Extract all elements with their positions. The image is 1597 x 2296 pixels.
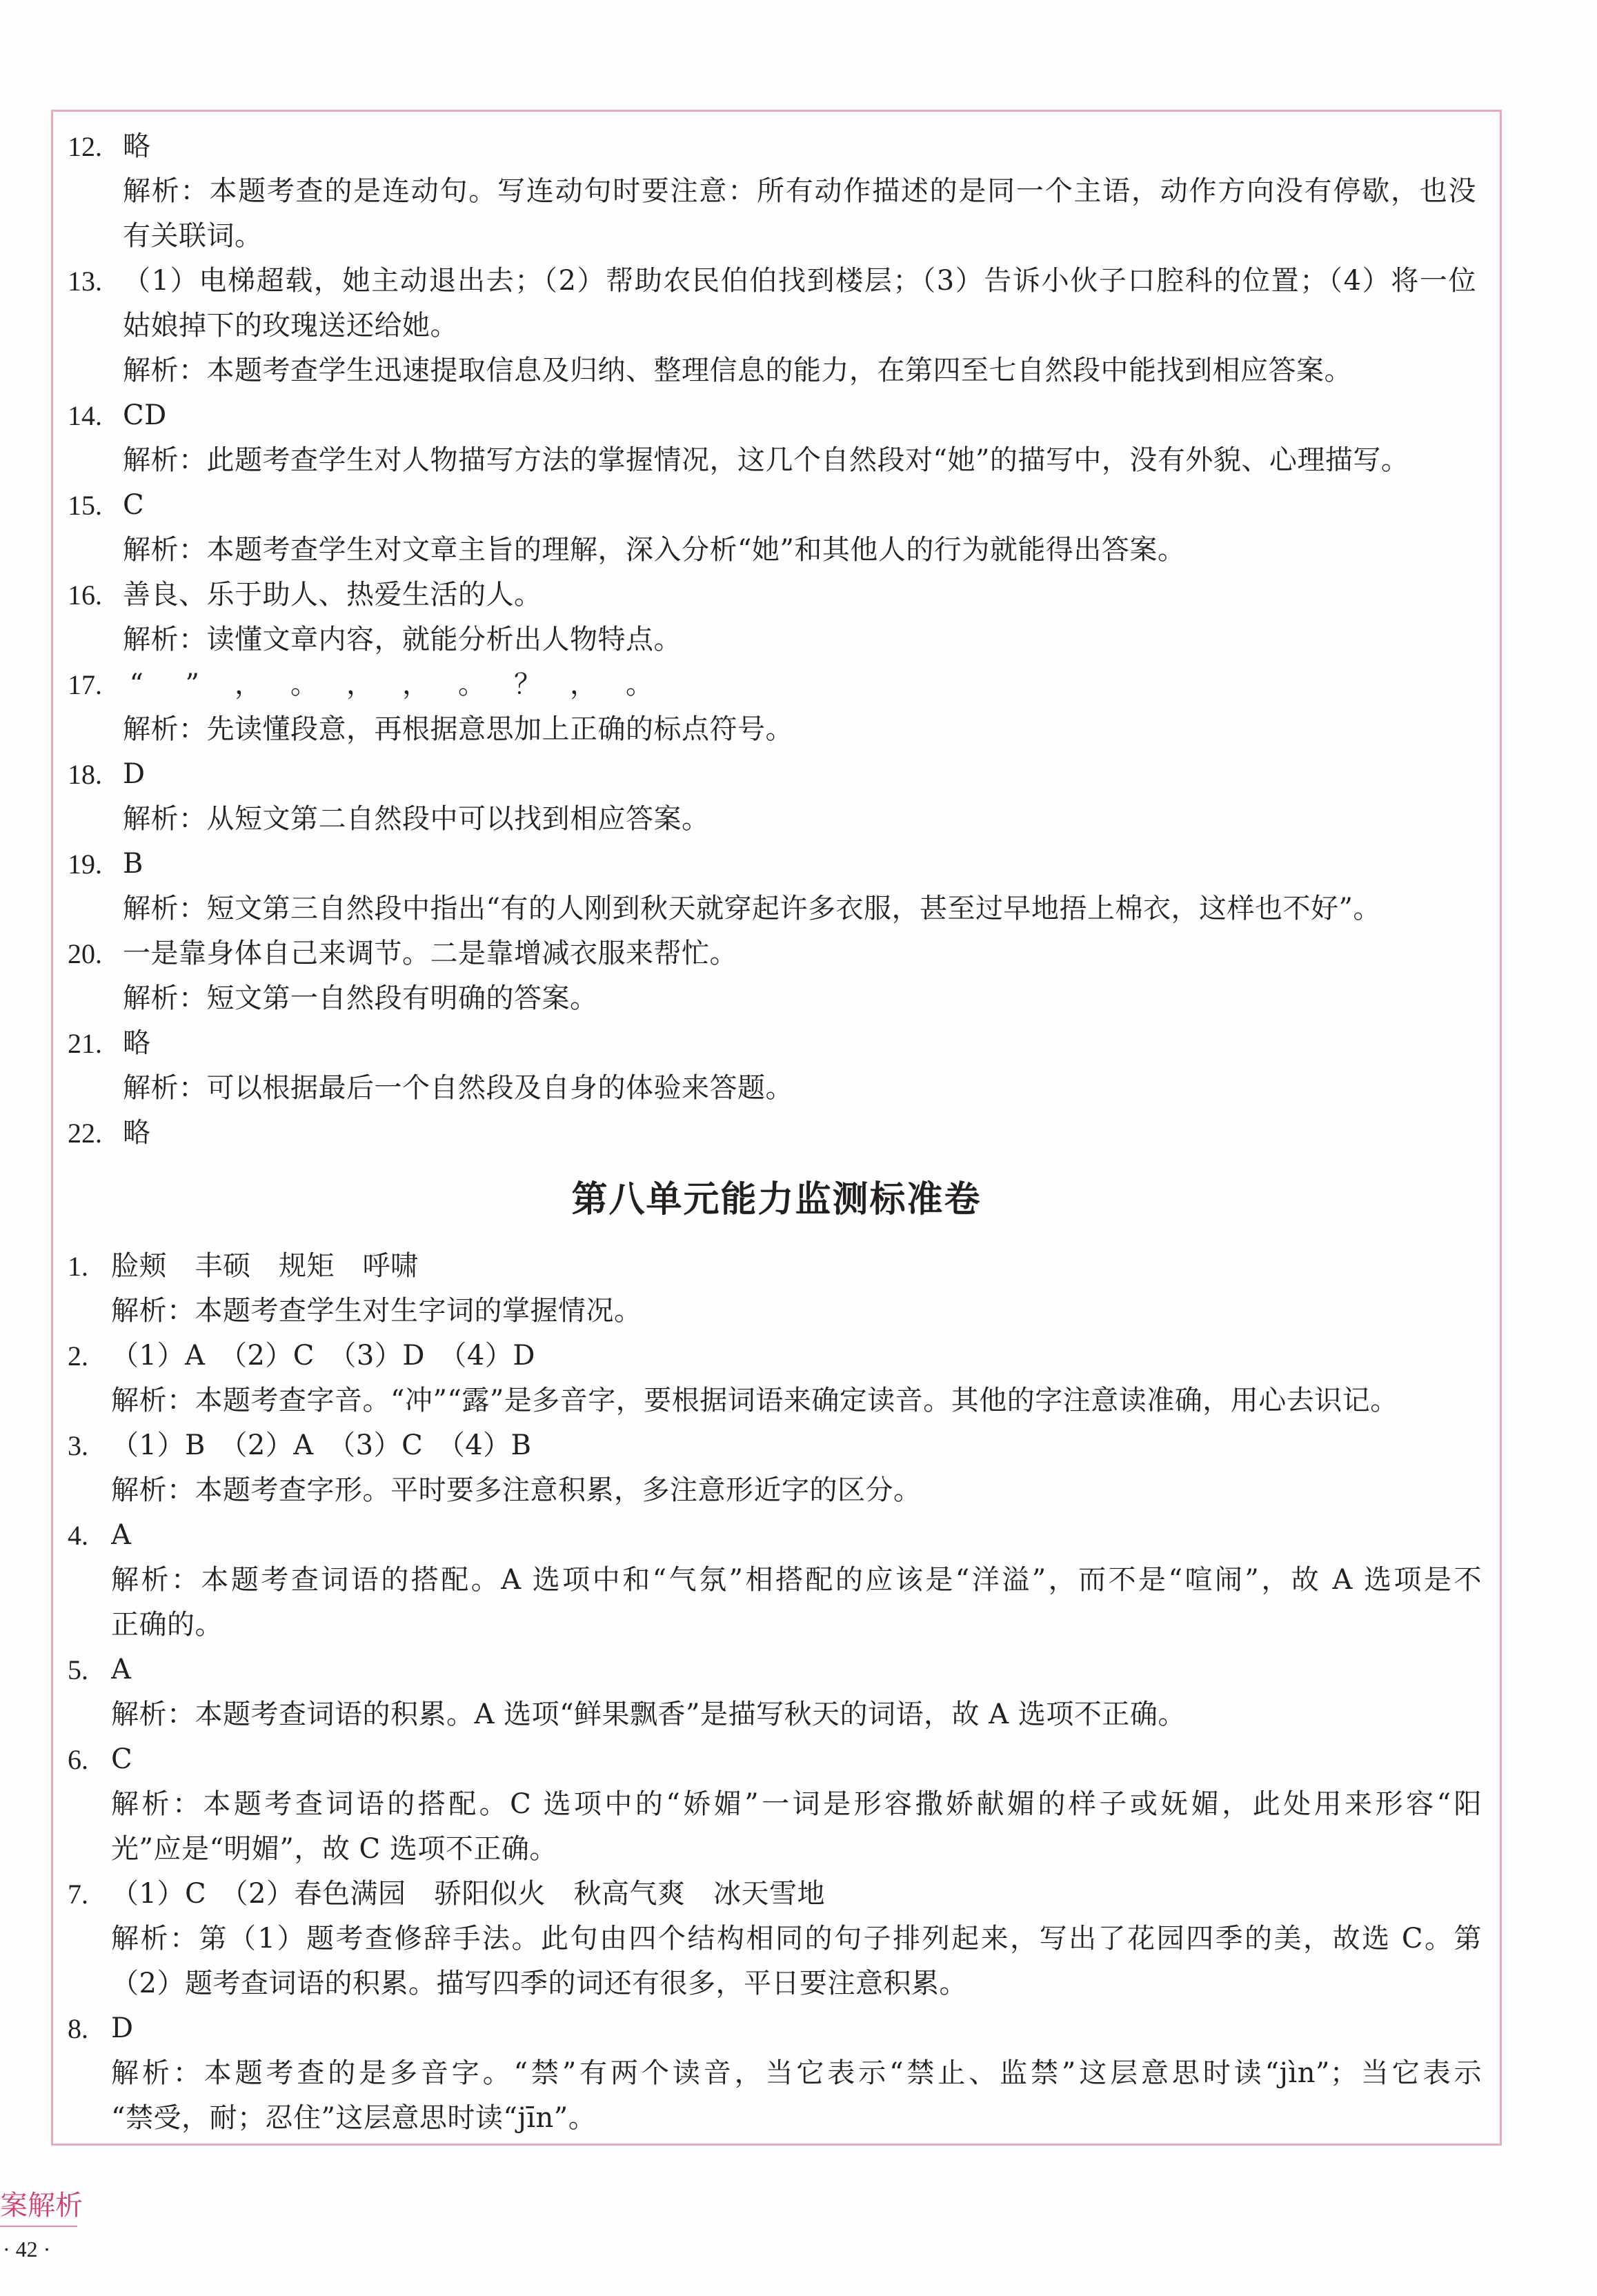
item-number: 2. xyxy=(68,1340,88,1372)
answer-line: C xyxy=(123,489,145,521)
analysis-line: “禁受，耐；忍住”这层意思时读“jīn”。 xyxy=(111,2102,597,2134)
text-row xyxy=(0,2051,1597,2096)
item-number: 12. xyxy=(68,131,102,162)
text-row xyxy=(0,2096,1597,2141)
answer-line: 姑娘掉下的玫瑰送还给她。 xyxy=(123,310,458,342)
section-title: 第八单元能力监测标准卷 xyxy=(571,1178,982,1220)
text-row xyxy=(0,304,1597,348)
text-row xyxy=(0,1961,1597,2006)
text-row xyxy=(0,1827,1597,1872)
text-row xyxy=(0,887,1597,931)
analysis-line: 解析：可以根据最后一个自然段及自身的体验来答题。 xyxy=(123,1072,793,1104)
item-number: 8. xyxy=(68,2013,88,2044)
text-row xyxy=(0,2006,1597,2051)
text-row xyxy=(0,483,1597,528)
item-number: 15. xyxy=(68,490,102,521)
text-row xyxy=(0,1647,1597,1692)
answer-item xyxy=(0,2006,1597,2141)
analysis-line: 解析：读懂文章内容，就能分析出人物特点。 xyxy=(123,624,682,655)
text-row xyxy=(0,1513,1597,1558)
text-row xyxy=(0,662,1597,707)
analysis-line: 解析：本题考查学生对生字词的掌握情况。 xyxy=(111,1295,642,1327)
punctuation-mark: ？ xyxy=(514,669,542,700)
text-row xyxy=(0,1021,1597,1066)
text-row xyxy=(0,976,1597,1021)
punctuation-mark: 。 xyxy=(458,669,486,700)
text-row xyxy=(0,1378,1597,1423)
footer-section-label: 案解析 xyxy=(0,2190,83,2221)
item-number: 20. xyxy=(68,938,102,969)
analysis-line: 解析：本题考查词语的积累。A 选项“鲜果飘香”是描写秋天的词语，故 A 选项不正确。 xyxy=(111,1699,1186,1730)
answer-line: D xyxy=(123,758,146,790)
item-number: 3. xyxy=(68,1430,88,1461)
text-row xyxy=(0,1872,1597,1917)
answer-section xyxy=(0,124,1597,1156)
analysis-line: 解析：本题考查字音。“冲”“露”是多音字，要根据词语来确定读音。其他的字注意读准确，用心去识记。 xyxy=(111,1385,1398,1416)
punctuation-mark: ” xyxy=(185,669,200,700)
analysis-line: 解析：短文第三自然段中指出“有的人刚到秋天就穿起许多衣服，甚至过早地捂上棉衣，这样也不好”。 xyxy=(123,893,1381,924)
punctuation-mark: ， xyxy=(235,669,263,700)
analysis-line: 解析：本题考查的是连动句。写连动句时要注意：所有动作描述的是同一个主语，动作方向没有停歇，也没 xyxy=(123,175,1476,207)
answer-line: （1）电梯超载，她主动退出去；（2）帮助农民伯伯找到楼层；（3）告诉小伙子口腔科的位置；（4）将一位 xyxy=(123,265,1476,297)
answer-line: 善良、乐于助人、热爱生活的人。 xyxy=(123,579,542,611)
text-row xyxy=(0,393,1597,438)
analysis-line: 解析：本题考查词语的搭配。A 选项中和“气氛”相搭配的应该是“洋溢”，而不是“喧闹”，故 A 选项是不 xyxy=(111,1564,1482,1596)
text-row xyxy=(0,214,1597,259)
text-row xyxy=(0,1917,1597,1961)
answer-item xyxy=(0,1647,1597,1737)
page-number: · 42 · xyxy=(3,2237,51,2262)
answer-item xyxy=(0,1244,1597,1334)
text-row xyxy=(0,752,1597,797)
answer-item xyxy=(0,931,1597,1021)
answer-item xyxy=(0,259,1597,393)
text-row xyxy=(0,1289,1597,1334)
answer-item xyxy=(0,1423,1597,1513)
answer-item xyxy=(0,662,1597,752)
answer-line: 略 xyxy=(123,1117,151,1149)
analysis-line: 解析：此题考查学生对人物描写方法的掌握情况，这几个自然段对“她”的描写中，没有外貌、心理描写。 xyxy=(123,444,1409,476)
answer-item xyxy=(0,483,1597,573)
text-row xyxy=(0,1782,1597,1827)
answer-item xyxy=(0,842,1597,931)
text-row xyxy=(0,1603,1597,1647)
text-row xyxy=(0,438,1597,483)
text-row xyxy=(0,573,1597,617)
text-row xyxy=(0,259,1597,304)
analysis-line: 解析：短文第一自然段有明确的答案。 xyxy=(123,982,598,1014)
analysis-line: 解析：本题考查学生迅速提取信息及归纳、整理信息的能力，在第四至七自然段中能找到相应答案。 xyxy=(123,355,1352,386)
answer-item xyxy=(0,752,1597,842)
answer-item xyxy=(0,1334,1597,1423)
punctuation-mark: 。 xyxy=(290,669,319,700)
item-number: 18. xyxy=(68,759,102,790)
text-row xyxy=(0,707,1597,752)
text-row xyxy=(0,1111,1597,1156)
text-row xyxy=(0,1692,1597,1737)
text-row xyxy=(0,528,1597,573)
analysis-line: 解析：本题考查词语的搭配。C 选项中的“娇媚”一词是形容撒娇献媚的样子或妩媚，此处用来形容“阳 xyxy=(111,1788,1482,1820)
text-row xyxy=(0,1066,1597,1111)
answer-item xyxy=(0,124,1597,259)
answer-line: 略 xyxy=(123,130,151,162)
answer-line: （1）A （2）C （3）D （4）D xyxy=(111,1340,535,1372)
text-row xyxy=(0,1423,1597,1468)
item-number: 7. xyxy=(68,1879,88,1910)
punctuation-mark: ， xyxy=(570,669,598,700)
text-row xyxy=(0,1244,1597,1289)
analysis-line: 解析：本题考查的是多音字。“禁”有两个读音，当它表示“禁止、监禁”这层意思时读“jìn”；当它表示 xyxy=(111,2057,1482,2089)
text-row xyxy=(0,169,1597,214)
item-number: 6. xyxy=(68,1744,88,1775)
text-row xyxy=(0,842,1597,887)
answer-line: A xyxy=(111,1654,132,1685)
answer-line: 脸颊 丰硕 规矩 呼啸 xyxy=(111,1250,419,1282)
text-row xyxy=(0,797,1597,842)
item-number: 21. xyxy=(68,1028,102,1059)
answer-line: 一是靠身体自己来调节。二是靠增减衣服来帮忙。 xyxy=(123,938,737,969)
text-row xyxy=(0,1737,1597,1782)
answer-line: B xyxy=(123,848,143,880)
text-row xyxy=(0,1334,1597,1378)
answer-line: 略 xyxy=(123,1027,151,1059)
analysis-line: 有关联词。 xyxy=(123,220,263,252)
answer-item xyxy=(0,573,1597,662)
answer-item xyxy=(0,1513,1597,1647)
punctuation-answer xyxy=(123,662,1476,707)
text-row xyxy=(0,124,1597,169)
punctuation-mark: “ xyxy=(129,669,144,700)
text-row xyxy=(0,348,1597,393)
answer-line: CD xyxy=(123,399,167,431)
analysis-line: （2）题考查词语的积累。描写四季的词还有很多，平日要注意积累。 xyxy=(111,1968,967,1999)
analysis-line: 解析：本题考查字形。平时要多注意积累，多注意形近字的区分。 xyxy=(111,1474,922,1506)
analysis-line: 解析：本题考查学生对文章主旨的理解，深入分析“她”和其他人的行为就能得出答案。 xyxy=(123,534,1186,566)
item-number: 22. xyxy=(68,1118,102,1149)
answer-line: D xyxy=(111,2012,134,2044)
item-number: 13. xyxy=(68,266,102,297)
item-number: 17. xyxy=(68,669,102,700)
analysis-line: 解析：先读懂段意，再根据意思加上正确的标点符号。 xyxy=(123,713,793,745)
analysis-line: 正确的。 xyxy=(111,1609,223,1641)
answer-item xyxy=(0,1111,1597,1156)
punctuation-mark: ， xyxy=(346,669,375,700)
item-number: 19. xyxy=(68,849,102,880)
text-row xyxy=(0,931,1597,976)
answer-content xyxy=(0,124,1597,2141)
punctuation-mark: ， xyxy=(402,669,430,700)
text-row xyxy=(0,1558,1597,1603)
punctuation-mark: 。 xyxy=(626,669,654,700)
answer-section xyxy=(0,1156,1597,2141)
answer-item xyxy=(0,1021,1597,1111)
answer-item xyxy=(0,1872,1597,2006)
item-number: 4. xyxy=(68,1520,88,1551)
answer-line: A xyxy=(111,1519,132,1551)
text-row xyxy=(0,617,1597,662)
text-row xyxy=(0,1468,1597,1513)
answer-line: C xyxy=(111,1743,133,1775)
item-number: 14. xyxy=(68,400,102,431)
answer-line: （1）C （2）春色满园 骄阳似火 秋高气爽 冰天雪地 xyxy=(111,1878,826,1910)
answer-line: （1）B （2）A （3）C （4）B xyxy=(111,1429,532,1461)
footer-rule xyxy=(0,2226,77,2227)
item-number: 1. xyxy=(68,1251,88,1282)
answer-item xyxy=(0,393,1597,483)
answer-item xyxy=(0,1737,1597,1872)
analysis-line: 解析：从短文第二自然段中可以找到相应答案。 xyxy=(123,803,710,835)
item-number: 16. xyxy=(68,580,102,611)
analysis-line: 光”应是“明媚”，故 C 选项不正确。 xyxy=(111,1833,557,1865)
analysis-line: 解析：第（1）题考查修辞手法。此句由四个结构相同的句子排列起来，写出了花园四季的美，故选 C。第 xyxy=(111,1923,1482,1954)
item-number: 5. xyxy=(68,1654,88,1685)
